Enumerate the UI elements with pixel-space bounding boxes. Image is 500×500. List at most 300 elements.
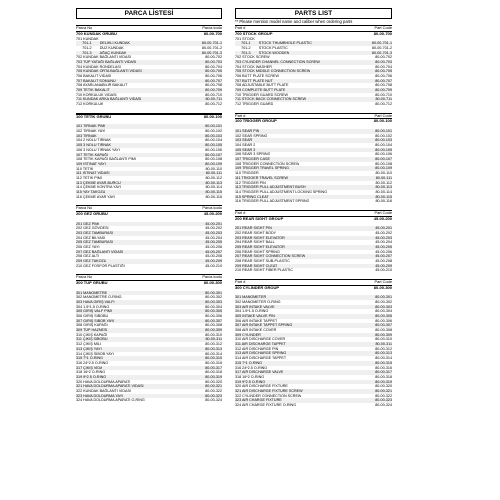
part-code: 80-00-104 [375,143,392,148]
part-code: 80-00-114 [375,189,392,194]
part-name: 207 REAR SIGHT CONNECTION SCREW [235,254,306,259]
part-code: 80-00-701-2 [371,45,392,50]
part-name: 107 TRIGGER CASE [235,157,270,162]
part-code: 80-00-109 [375,166,392,171]
part-name: 708 ADJUSTABLE BUTT PLATE [235,83,289,88]
part-name: 316 24*2.5 O-RİNG [76,360,109,365]
part-code: 80-00-312 [205,342,222,347]
part-name: 701-3 AĞAÇ KUNDAK [76,50,127,55]
section-gap [235,204,392,209]
part-code: 45-00-210 [205,263,222,268]
part-name: 701-2 STOCK PLASTIC [235,45,288,50]
part-name: 206 GEZ YAYI [76,245,100,249]
part-code: 80-00-115 [205,190,222,195]
part-code: 45-00-207 [375,254,392,259]
part-code: 80-00-306 [205,314,222,319]
part-code: 80-00-101 [205,124,222,129]
group-code: 80-00-100 [203,113,222,119]
part-name: 319 9*2.5 O-RING [235,379,266,384]
part-name: 324 AIR CHARGE FIXTURE O-RING [235,403,297,408]
part-code: 80-00-301 [205,290,222,295]
part-name: 708 AYARLANABİLİR BAKALİT [76,83,128,88]
header-code-label: Part Code [374,112,392,118]
part-code: 45-00-210 [375,268,392,273]
part-code: 80-00-303 [205,299,222,304]
part-code: 45-00-204 [375,240,392,245]
part-name: 712 TRIGGER GUARD [235,102,274,107]
part-code: 80-00-309 [375,332,392,337]
part-name: 702 STOCK SCREW [235,55,270,60]
part-name: 106 3 NOLU TIRNAK YAYI [76,147,120,152]
part-code: 80-00-103 [205,133,222,138]
part-name: 315 7*1 O-RING [235,360,263,365]
part-code: 45-00-208 [375,258,392,263]
part-code: 80-00-702 [205,55,222,60]
part-name: 317 ÇIKIŞ VİDA [76,365,103,370]
section-gap [76,107,222,112]
part-code: 80-00-710 [375,92,392,97]
part-name: 309 CYLINDER [235,332,261,337]
part-code: 80-00-711 [205,97,222,102]
header-code-label: Part Code [374,209,392,215]
header-part-label: Parca No [76,25,93,30]
part-code: 80-00-302 [375,299,392,304]
part-name: 707 BAKALİT SOMUNU [76,78,116,83]
part-code: 80-00-322 [205,389,222,394]
part-name: 318 16*2 O-RING [235,374,265,379]
part-name: 712 KORKULUK [76,102,104,107]
part-name: 311 AIR DISCHARGE TAPPET [235,342,286,347]
part-code: 45-00-204 [205,235,222,240]
part-code: 80-00-706 [205,74,222,78]
part-name: 302 MANOMETRE O-RİNG [76,295,122,300]
part-name: 201 REAR SIGHT PIN [235,226,272,231]
part-code: 80-00-310 [375,337,392,342]
parts-section [235,279,392,408]
part-name: 705 KUNDAK ORTA BAĞLANTI VİDASI [76,69,142,74]
part-code: 45-00-203 [375,235,392,240]
part-code: 80-00-307 [375,323,392,328]
part-code: 45-00-202 [375,230,392,235]
part-name: 112 TRIGGER PIN [235,180,266,185]
part-code: 80-00-701-1 [371,41,392,46]
header-part-label: Parca No [76,205,93,211]
part-code: 80-00-113 [205,180,222,185]
part-code: 80-00-305 [375,313,392,318]
group-name: 100 TRIGGER GROUP [235,118,277,124]
part-row [76,398,222,403]
part-code: 80-00-115 [375,194,392,199]
part-code: 80-00-314 [205,351,222,356]
part-code: 80-00-308 [375,328,392,333]
part-name: 711 KUNDAK ARKA BAĞLANTI VİDASI [76,97,142,102]
part-code: 80-00-324 [375,403,392,408]
part-name: 703 CYLINDER CHANNEL CONNECTION SCREW [235,59,320,64]
part-name: 105 3 NOLU TIRNAK [76,143,111,148]
part-code: 80-00-710 [205,92,222,97]
part-name: 314 AIR DISCHARGE TAPPET [235,356,287,361]
part-name: 103 TIRNAK [76,133,97,138]
part-name: 210 REAR SIGHT FIBER PLASTIC [235,268,293,273]
part-name: 704 STOCK WASHER [235,64,272,69]
part-code: 80-00-704 [205,64,222,69]
part-code: 80-00-304 [375,309,392,314]
part-code: 80-00-701-3 [371,50,392,55]
part-code: 80-00-317 [375,370,392,375]
part-name: 322 KUNDAK BAĞLANTI VİDASI [76,389,131,394]
part-name: 112 TETİK PİMİ [76,175,102,180]
part-code: 80-00-304 [205,304,222,309]
part-code: 80-00-323 [205,393,222,398]
part-code: 80-00-701-2 [201,45,222,50]
part-name: 106 SEAR 3 SPRING [235,152,271,157]
part-name: 308 AIR INTAKE COVER [235,328,277,333]
part-code: 80-00-112 [375,180,392,185]
header-code-label: Parca kodu [202,274,222,280]
part-name: 704 KUNDAK RONDELASI [76,64,121,69]
part-code: 80-00-317 [205,365,222,370]
part-name: 305 GİRİŞ VALF PİMİ [76,309,112,314]
part-code: 80-00-114 [205,185,222,190]
part-name: 115 SPRING CLEAT [235,194,269,199]
part-name: 317 AIR DISCHARGE VALVE [235,370,284,375]
english-note: ** Please mention model name and caliber when ordering parts [235,19,353,24]
part-name: 323 AIR CHARGE FIXTURE [235,398,282,403]
part-name: 113 TRIGGER PULL ADJUSTMENT BUSH [235,185,306,190]
part-name: 322 CYLINDER CONNECTION SCREW [235,393,302,398]
part-name: 207 GEZ BAĞLANTI VİDASI [76,249,124,254]
part-code: 80-00-319 [205,374,222,379]
header-part-label: Part # [235,25,246,30]
section-gap [235,107,392,112]
part-name: 114 TRIGGER PULL ADJUSTMENT LOCKING SPRING [235,189,328,194]
part-code: 45-00-201 [375,226,392,231]
part-name: 308 GİRİŞ KAPAĞI [76,323,108,328]
part-name: 108 TETİK KAPAĞI BAĞLANTI PİMİ [76,157,136,162]
part-name: 205 REAR SIGHT ELEVATOR [235,244,285,249]
part-name: 204 REAR SIGHT BALL [235,240,275,245]
turkish-title: PARCA LİSTESİ [76,8,222,19]
part-code: 80-00-105 [205,143,222,148]
part-name: 110 TRIGGER [235,171,259,176]
part-code: 80-00-111 [205,171,222,176]
part-name: 307 GİRİŞ SİBOB YAYI [76,318,115,323]
part-name: 305 INTAKE VALVE PIN [235,313,275,318]
part-name: 321 AIR DISCHARGE FIXTURE SCREW [235,388,303,393]
part-code: 45-00-202 [205,226,222,231]
part-code: 80-00-709 [205,88,222,93]
part-name: 310 ÇIKIŞ KAPAĞI [76,332,108,337]
part-name: 104 2 NOLU TIRNAK [76,138,111,143]
part-name: 703 TÜP YATAĞI BAĞLANTI VİDASI [76,59,137,64]
group-code: 80-00-300 [203,280,222,286]
part-code: 80-00-701-1 [201,41,222,46]
part-code: 80-00-110 [205,166,222,171]
header-part-label: Parca No [76,274,93,280]
part-name: 203 GEZ TAMBURASI [76,230,113,235]
part-name: 323 HAVA DOLDURMA YAYI [76,393,124,398]
part-code: 80-00-111 [375,175,392,180]
part-name: 706 BUTT PLATE SCREW [235,74,279,78]
part-code: 45-00-206 [205,245,222,249]
part-name: 202 REAR SIGHT BODY [235,230,277,235]
part-code: 45-00-209 [375,263,392,268]
part-name: 303 HAVA GİRİŞ VALFİ [76,299,115,304]
part-name: 307 AIR INTAKE TAPPET SPRING [235,323,293,328]
part-name: 116 TRIGGER PULL ADJUSTMENT SPRING [235,199,310,204]
part-name: 114 ÇEKME KONTRA YAYI [76,185,122,190]
part-code: 80-00-706 [375,74,392,78]
part-name: 702 KUNDAK BAĞLANTI VİDASI [76,55,131,60]
part-code: 80-00-701-3 [201,50,222,55]
part-name: 109 İSTİNAT YAYI [76,161,106,166]
part-name: 304 1.5*1.5 O-RİNG [76,304,110,309]
group-name: 300 TÜP GRUBU [76,280,108,286]
part-name: 115 YAY TAKOZU [76,190,106,195]
part-code: 80-00-704 [375,64,392,69]
part-code: 80-00-319 [375,379,392,384]
part-code: 80-00-311 [375,342,392,347]
part-code: 80-00-313 [375,351,392,356]
part-code: 80-00-712 [205,102,222,107]
part-name: 313 AIR DISCHARGE SPRING [235,351,287,356]
part-code: 80-00-318 [205,370,222,375]
header-part-label: Part # [235,112,246,118]
part-code: 80-00-316 [205,360,222,365]
part-name: 701-3 STOCK WOODEN [235,50,290,55]
part-code: 80-00-323 [375,398,392,403]
part-code: 80-00-103 [375,138,392,143]
part-name: 104 SEAR 2 [235,143,256,148]
part-name: 301 MANOMETRE [76,290,108,295]
part-name: 210 GEZ FOSFOR PLASTİĞİ [76,263,125,268]
part-code: 80-00-705 [375,69,392,74]
part-code: 80-00-703 [375,59,392,64]
parts-section [235,25,392,107]
part-code: 80-00-116 [205,194,222,199]
part-name: 701-2 DÜZ KUNDAK [76,45,124,50]
part-name: 706 BAKALİT VİDASI [76,74,112,78]
part-code: 80-00-322 [375,393,392,398]
part-name: 710 TRIGGER GUARD SCREW [235,92,289,97]
part-code: 80-00-306 [375,318,392,323]
part-name: 707 BUTT PLATE NUT [235,78,273,83]
part-name: 205 GEZ TAMBURASI [76,240,113,245]
part-code: 80-00-112 [205,175,222,180]
group-code: 45-00-200 [373,215,392,221]
group-name: 100 TETİK GRUBU [76,113,112,119]
part-code: 80-00-320 [375,384,392,389]
part-code: 80-00-106 [375,152,392,157]
part-name: 312 AIR DISCHARGE PIN [235,346,279,351]
part-code: 80-00-107 [205,152,222,157]
part-name: 306 AIR INTAKE TAPPET [235,318,278,323]
part-name: 203 REAR SIGHT ELEVATOR [235,235,285,240]
part-name: 709 TETİK BAKALİT [76,88,110,93]
part-name: 711 STOCK BACK CONNECTION SCREW [235,97,307,102]
part-code: 80-00-308 [205,323,222,328]
part-row [235,403,392,408]
part-code: 80-00-309 [205,328,222,333]
part-code: 80-00-703 [205,59,222,64]
part-name: 105 SEAR 3 [235,147,256,152]
part-code: 45-00-203 [205,230,222,235]
part-code: 80-00-320 [205,379,222,384]
part-code: 80-00-312 [375,346,392,351]
section-gap [76,268,222,273]
group-name: 700 STOCK GROUP [235,30,273,36]
part-code: 80-00-708 [375,83,392,88]
part-name: 116 ÇEKME AYAR YAYI [76,194,116,199]
part-code: 80-00-711 [375,97,392,102]
part-code: 80-00-107 [375,157,392,162]
part-code: 45-00-205 [375,244,392,249]
part-code: 80-00-113 [375,185,392,190]
part-code: 80-00-109 [205,161,222,166]
part-code: 80-00-315 [205,356,222,361]
part-code: 80-00-707 [205,78,222,83]
turkish-sections [76,25,222,403]
part-code: 80-00-709 [375,88,392,93]
part-name: 208 GEZ ALTI [76,254,100,259]
group-name: 300 CYLINDER GROUP [235,284,280,290]
part-name: 113 ÇEKME AYAR-BURCU [76,180,121,185]
group-name: 200 GEZ GRUBU [76,210,108,216]
group-name: 700 KUNDAK GRUBU [76,30,117,36]
part-code: 80-00-305 [205,309,222,314]
part-name: 101 TIRNAK PİMİ [76,124,106,129]
part-code: 80-00-712 [375,102,392,107]
part-code: 80-00-108 [205,157,222,162]
part-code: 80-00-316 [375,365,392,370]
english-parts-column [235,0,392,408]
part-code: 80-00-707 [375,78,392,83]
part-name: 303 AIR INTAKE VALVE [235,304,275,309]
part-name: 208 REAR SIGHT SUB-PLASTIC [235,258,290,263]
header-part-label: Part # [235,209,246,215]
english-title: PARTS LIST [235,8,392,19]
parts-section [76,205,222,268]
part-name: 324 HAVA DOLDURMA APARATI O-RİNG [76,398,145,403]
part-name: 320 HAVA DOLDURMA APARATI [76,379,131,384]
part-name: 201 GEZ PİMİ [76,221,100,226]
part-name: 318 16*2 O-RİNG [76,370,106,375]
part-name: 319 9*2.5 O-RİNG [76,374,107,379]
header-code-label: Parca kodu [202,205,222,211]
part-name: 111 İSTİNAT VİDASI [76,171,110,176]
part-code: 80-00-702 [375,55,392,60]
parts-section [235,113,392,204]
part-code: 80-00-705 [205,69,222,74]
part-name: 111 TRIGGER TRAVEL SCREW [235,175,289,180]
part-code: 45-00-207 [205,249,222,254]
english-sections [235,25,392,408]
part-name: 109 TRIGGER TRAVEL SPRING [235,166,289,171]
part-code: 80-00-310 [205,332,222,337]
part-name: 108 TRIGGER CONNECTION SCREW [235,161,300,166]
part-code: 80-00-303 [375,304,392,309]
part-code: 80-00-104 [205,138,222,143]
part-code: 45-00-206 [375,249,392,254]
part-name: 314 ÇIKIŞ SİBOB YAYI [76,351,114,356]
part-name: 209 REAR SIGHT CLEAT [235,263,278,268]
part-name: 311 ÇIKIŞ SİBOBU [76,337,108,342]
section-gap [235,273,392,278]
part-code: 45-00-209 [205,259,222,264]
part-name: 320 AIR DISCHARGE FIXTURE [235,384,288,389]
part-code: 80-00-307 [205,318,222,323]
group-code: 80-00-700 [373,30,392,36]
part-code: 80-00-102 [205,129,222,134]
part-name: 710 KORKULUK VİDASI [76,92,117,97]
part-code: 80-00-101 [375,128,392,133]
part-code: 80-00-321 [205,384,222,389]
part-name: 102 SEAR SPRING [235,133,268,138]
part-name: 306 GİRİŞ SİBOBU [76,314,109,319]
part-name: 701-1 STOCK THUMBHOLE PLASTIC [235,41,312,46]
part-code: 80-00-302 [205,295,222,300]
part-name: 209 GEZ TAKOZU [76,259,107,264]
part-code: 80-00-708 [205,83,222,88]
group-code: 80-00-300 [373,284,392,290]
part-name: 206 REAR SIGHT SPRING [235,249,280,254]
part-name: 705 STOCK MIDDLE CONNECTION SCREW [235,69,311,74]
group-code: 45-00-200 [203,210,222,216]
part-code: 80-00-321 [375,388,392,393]
turkish-parts-column [76,0,222,403]
part-name: 313 ÇIKIŞ YAYI [76,346,102,351]
part-name: 310 AIR DISCHARGE COVER [235,337,286,342]
part-name: 102 TIRNAK YAYI [76,129,106,134]
parts-section [76,274,222,403]
part-name: 202 GEZ GÖVDESİ [76,226,109,231]
section-gap [76,199,222,204]
part-name: 701 STOCK [235,36,255,41]
part-code: 80-00-105 [375,147,392,152]
part-code: 45-00-201 [205,221,222,226]
part-name: 103 SEAR [235,138,253,143]
part-name: 701-1 DELİKLİ KUNDAK [76,41,130,46]
part-code: 80-00-116 [375,199,392,204]
part-name: 107 TETİK KAPAĞI [76,152,109,157]
part-code: 45-00-205 [205,240,222,245]
part-code: 80-00-110 [375,171,392,176]
header-part-label: Part # [235,279,246,285]
part-name: 701 KUNDAK [76,36,99,41]
group-code: 80-00-100 [373,118,392,124]
part-code: 80-00-314 [375,356,392,361]
part-code: 45-00-208 [205,254,222,259]
part-name: 316 24*2.5 O-RING [235,365,268,370]
part-code: 80-00-313 [205,346,222,351]
part-code: 80-00-301 [375,295,392,300]
header-code-label: Part Code [374,25,392,30]
part-code: 80-00-324 [205,398,222,403]
part-name: 321 HAVA DOLDURMA APARATI VİDASI [76,384,144,389]
part-code: 80-00-108 [375,161,392,166]
part-name: 301 MANOMETER [235,295,267,300]
part-name: 204 GEZ BİLYASI [76,235,106,240]
part-name: 101 SEAR PIN [235,128,260,133]
group-name: 200 REAR SIGHT GROUP [235,215,284,221]
part-name: 312 ÇIKIŞ MİLİ [76,342,102,347]
part-name: 110 TETİK [76,166,94,171]
part-code: 80-00-315 [375,360,392,365]
part-name: 302 MANOMETER O-RING [235,299,281,304]
part-name: 304 1.5*1.5 O-RING [235,309,269,314]
parts-section [76,25,222,107]
part-code: 80-00-106 [205,147,222,152]
